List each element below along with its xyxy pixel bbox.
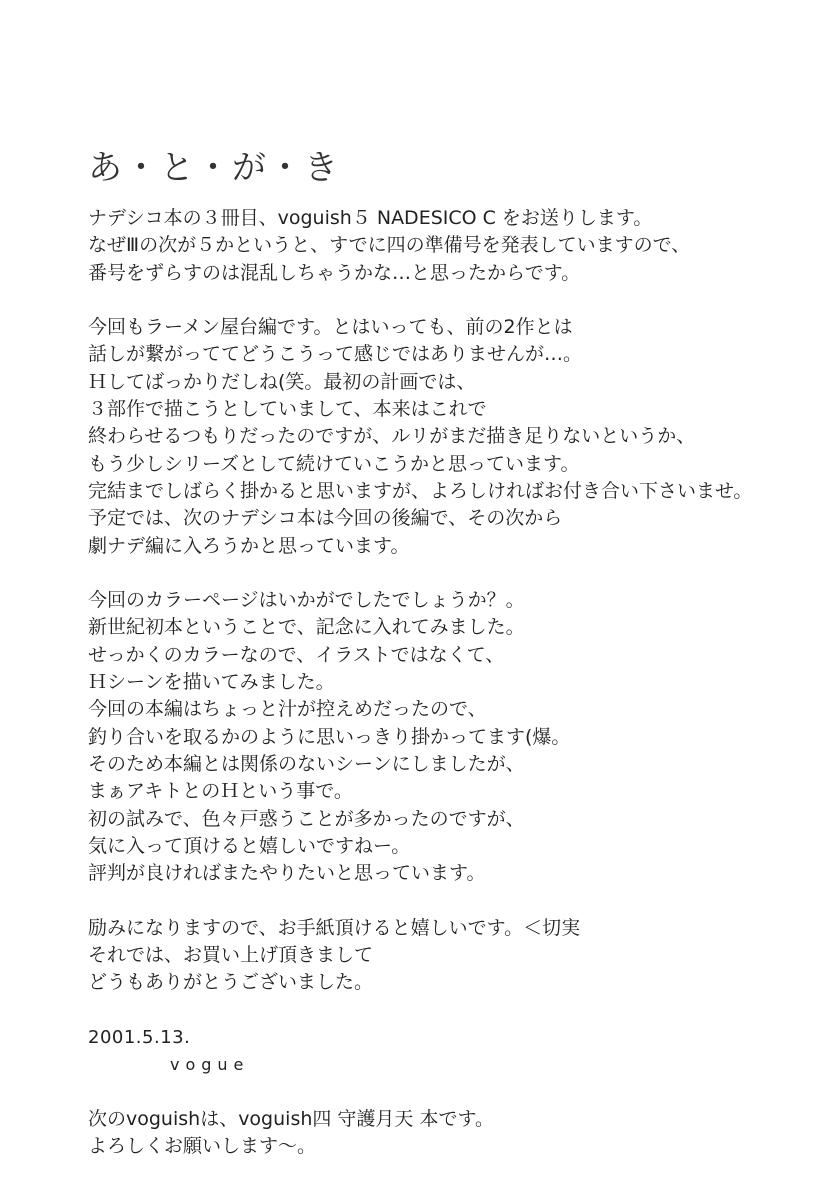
paragraph-thanks	[88, 915, 808, 997]
text-line: 次のvoguishは、voguish四 守護月天 本です。	[88, 1107, 494, 1130]
signature-author: vogue	[170, 1055, 250, 1075]
paragraph-intro	[88, 205, 808, 287]
text-line: どうもありがとうございました。	[88, 971, 374, 994]
text-line: 今回もラーメン屋台編です。とはいっても、前の2作とは	[88, 316, 573, 339]
text-line: 気に入って頂けると嬉しいですねー。	[88, 834, 411, 857]
signature-date: 2001.5.13.	[88, 1026, 191, 1048]
text-line: 初の試みで、色々戸惑うことが多かったのですが、	[88, 807, 525, 830]
paragraph-color-pages	[88, 587, 808, 887]
paragraph-story	[88, 314, 808, 560]
text-line: 予定では、次のナデシコ本は今回の後編で、その次から	[88, 507, 563, 530]
page-title: あ・と・が・き	[88, 148, 340, 188]
text-line: Ｈシーンを描いてみました。	[88, 671, 335, 694]
text-line: それでは、お買い上げ頂きまして	[88, 944, 374, 967]
text-line: せっかくのカラーなので、イラストではなくて、	[88, 643, 505, 666]
text-line: 完結までしばらく掛かると思いますが、よろしければお付き合い下さいませ。	[88, 479, 753, 502]
text-line: 劇ナデ編に入ろうかと思っています。	[88, 534, 410, 557]
text-line: 今回のカラーページはいかがでしたでしょうか？。	[88, 589, 525, 612]
text-line: 番号をずらすのは混乱しちゃうかな…と思ったからです。	[88, 261, 581, 284]
text-line: まぁアキトとのＨという事で。	[88, 780, 353, 803]
text-line: よろしくお願いします～。	[88, 1135, 317, 1158]
text-line: 終わらせるつもりだったのですが、ルリがまだ描き足りないというか、	[88, 425, 696, 448]
text-line: 釣り合いを取るかのように思いっきり掛かってます(爆。	[88, 725, 571, 748]
text-line: 励みになりますので、お手紙頂けると嬉しいです。＜切実	[88, 916, 581, 939]
text-line: そのため本編とは関係のないシーンにしましたが、	[88, 752, 525, 775]
text-line: もう少しシリーズとして続けていこうかと思っています。	[88, 452, 580, 475]
text-line: ３部作で描こうとしていまして、本来はこれで	[88, 398, 487, 421]
text-line: 新世紀初本ということで、記念に入れてみました。	[88, 616, 525, 639]
text-line: 今回の本編はちょっと汁が控えめだったので、	[88, 698, 487, 721]
text-line: ナデシコ本の３冊目、voguish５ NADESICO C をお送りします。	[88, 207, 653, 229]
text-line: なぜⅢの次が５かというと、すでに四の準備号を発表していますので、	[88, 234, 691, 257]
text-line: 話しが繋がっててどうこうって感じではありませんが…。	[88, 343, 583, 366]
text-line: 評判が良ければまたやりたいと思っています。	[88, 862, 486, 885]
signature	[88, 1024, 808, 1079]
afterword-body	[88, 205, 808, 1188]
paragraph-closing	[88, 1106, 808, 1161]
text-line: Ｈしてばっかりだしね(笑。最初の計画では、	[88, 370, 476, 393]
